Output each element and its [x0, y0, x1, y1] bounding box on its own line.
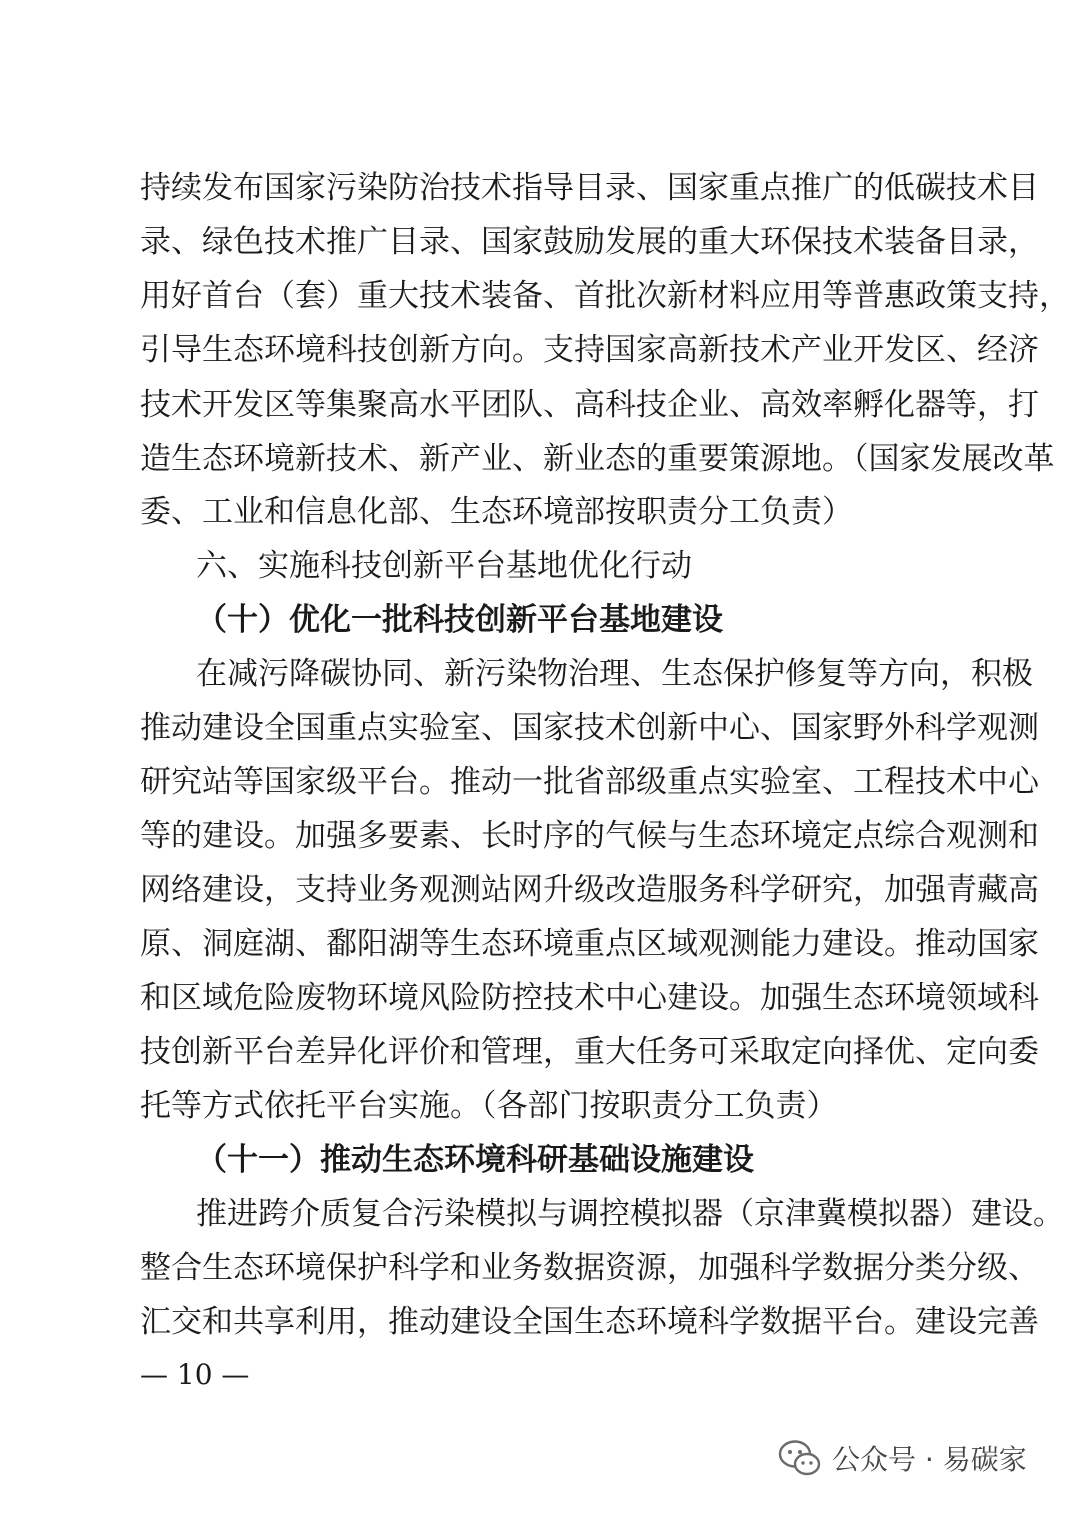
text-line: 汇交和共享利用，推动建设全国生态环境科学数据平台。建设完善	[140, 1304, 1039, 1340]
text-line: 技术开发区等集聚高水平团队、高科技企业、高效率孵化器等，打	[140, 387, 1039, 423]
text-line: 等的建设。加强多要素、长时序的气候与生态环境定点综合观测和	[140, 818, 1039, 854]
text-line: 持续发布国家污染防治技术指导目录、国家重点推广的低碳技术目	[140, 170, 1039, 206]
text-line: 录、绿色技术推广目录、国家鼓励发展的重大环保技术装备目录，	[140, 224, 1039, 260]
section-heading: 六、实施科技创新平台基地优化行动	[196, 548, 692, 584]
text-line: 研究站等国家级平台。推动一批省部级重点实验室、工程技术中心	[140, 764, 1039, 800]
text-line: 技创新平台差异化评价和管理，重大任务可采取定向择优、定向委	[140, 1034, 1039, 1070]
text-line: 委、工业和信息化部、生态环境部按职责分工负责）	[140, 494, 853, 530]
text-line: 网络建设，支持业务观测站网升级改造服务科学研究，加强青藏高	[140, 872, 1039, 908]
watermark-text: 公众号 · 易碳家	[832, 1443, 1027, 1476]
page-number: — 10 —	[140, 1358, 250, 1391]
watermark	[778, 1436, 1027, 1480]
subsection-heading-10: （十）优化一批科技创新平台基地建设	[196, 602, 723, 638]
text-line: 引导生态环境科技创新方向。支持国家高新技术产业开发区、经济	[140, 332, 1039, 368]
text-line: 原、洞庭湖、鄱阳湖等生态环境重点区域观测能力建设。推动国家	[140, 926, 1039, 962]
text-line: 推进跨介质复合污染模拟与调控模拟器（京津冀模拟器）建设。	[196, 1196, 1064, 1232]
text-line: 用好首台（套）重大技术装备、首批次新材料应用等普惠政策支持，	[140, 278, 1070, 314]
text-line: 托等方式依托平台实施。（各部门按职责分工负责）	[140, 1088, 838, 1124]
wechat-icon	[778, 1438, 822, 1478]
subsection-heading-11: （十一）推动生态环境科研基础设施建设	[196, 1142, 754, 1178]
text-line: 整合生态环境保护科学和业务数据资源，加强科学数据分类分级、	[140, 1250, 1039, 1286]
text-line: 和区域危险废物环境风险防控技术中心建设。加强生态环境领域科	[140, 980, 1039, 1016]
text-line: 推动建设全国重点实验室、国家技术创新中心、国家野外科学观测	[140, 710, 1039, 746]
text-line: 造生态环境新技术、新产业、新业态的重要策源地。（国家发展改革	[140, 441, 1055, 477]
text-line: 在减污降碳协同、新污染物治理、生态保护修复等方向，积极	[196, 656, 1033, 692]
